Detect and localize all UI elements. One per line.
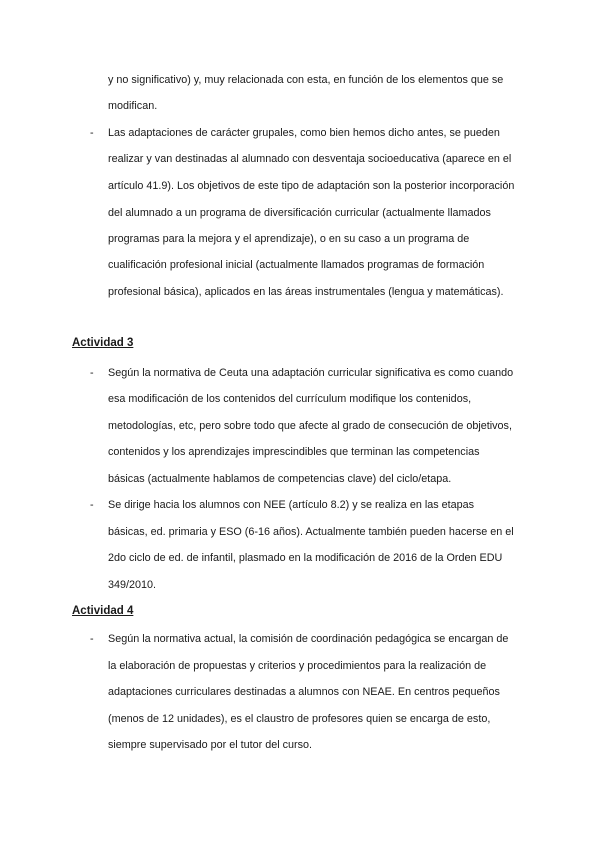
bullet-marker: - <box>90 499 94 511</box>
bullet-line: 349/2010. <box>108 579 157 591</box>
section-heading: Actividad 4 <box>72 605 134 617</box>
bullet-line: esa modificación de los contenidos del currículum modifique los contenidos, <box>108 393 472 405</box>
bullet-line: (menos de 12 unidades), es el claustro de profesores quien se encarga de esto, <box>108 713 491 725</box>
bullet-marker: - <box>90 633 94 645</box>
paragraph-line: modifican. <box>108 100 158 112</box>
bullet-line: adaptaciones curriculares destinadas a alumnos con NEAE. En centros pequeños <box>108 686 500 698</box>
bullet-line: metodologías, etc, pero sobre todo que afecte al grado de consecución de objetivos, <box>108 420 512 432</box>
bullet-line: contenidos y los aprendizajes imprescindibles que terminan las competencias <box>108 446 480 458</box>
paragraph-line: y no significativo) y, muy relacionada con esta, en función de los elementos que se <box>108 74 504 86</box>
bullet-line: programas para la mejora y el aprendizaje), o en su caso a un programa de <box>108 233 470 245</box>
section-heading: Actividad 3 <box>72 337 134 349</box>
bullet-line: realizar y van destinadas al alumnado con desventaja socioeducativa (aparece en el <box>108 153 512 165</box>
bullet-line: profesional básica), aplicados en las áreas instrumentales (lengua y matemáticas). <box>108 286 504 298</box>
bullet-line: Según la normativa de Ceuta una adaptación curricular significativa es como cuando <box>108 367 514 379</box>
bullet-marker: - <box>90 127 94 139</box>
bullet-line: Se dirige hacia los alumnos con NEE (artículo 8.2) y se realiza en las etapas <box>108 499 475 511</box>
bullet-marker: - <box>90 367 94 379</box>
bullet-line: Las adaptaciones de carácter grupales, como bien hemos dicho antes, se pueden <box>108 127 500 139</box>
bullet-line: siempre supervisado por el tutor del curso. <box>108 739 313 751</box>
bullet-line: del alumnado a un programa de diversificación curricular (actualmente llamados <box>108 207 491 219</box>
bullet-line: Según la normativa actual, la comisión de coordinación pedagógica se encargan de <box>108 633 509 645</box>
bullet-line: artículo 41.9). Los objetivos de este tipo de adaptación son la posterior incorporación <box>108 180 515 192</box>
bullet-line: básicas (actualmente hablamos de competencias clave) del ciclo/etapa. <box>108 473 452 485</box>
bullet-line: la elaboración de propuestas y criterios y procedimientos para la realización de <box>108 660 487 672</box>
bullet-line: 2do ciclo de ed. de infantil, plasmado en la modificación de 2016 de la Orden EDU <box>108 552 503 564</box>
bullet-line: básicas, ed. primaria y ESO (6-16 años). Actualmente también pueden hacerse en el <box>108 526 514 538</box>
bullet-line: cualificación profesional inicial (actualmente llamados programas de formación <box>108 259 485 271</box>
